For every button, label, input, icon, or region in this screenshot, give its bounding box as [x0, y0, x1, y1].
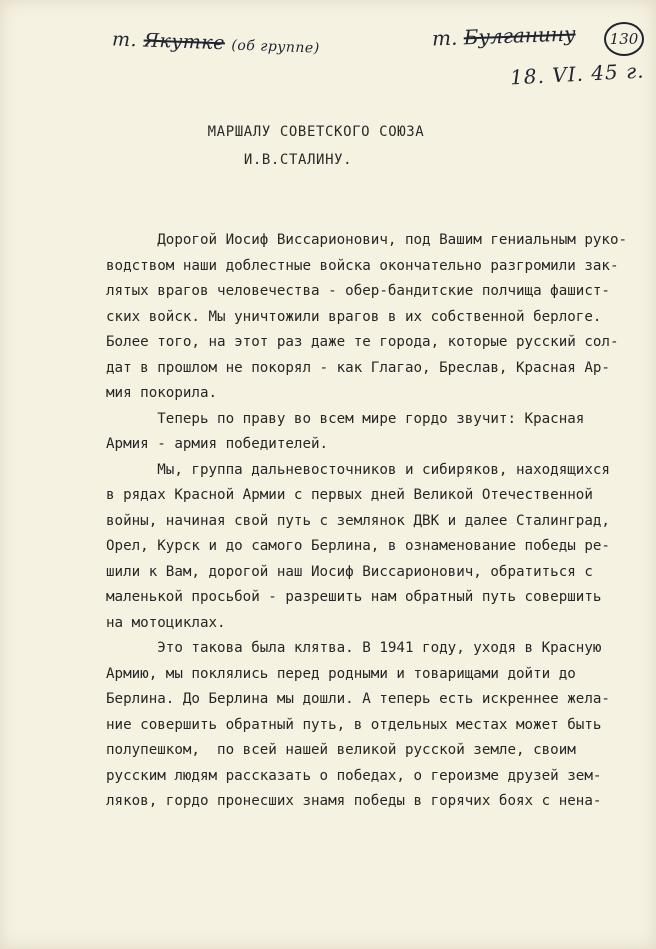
body-line: на мотоциклах. — [106, 614, 226, 631]
body-line: маленькой просьбой - разрешить нам обратный путь совершить — [106, 589, 602, 605]
body-line: дат в прошлом не покорял - как Глагао, Бреслав, Красная Ар- — [106, 359, 610, 376]
note-right-prefix: т. — [431, 25, 458, 51]
body-line: войны, начиная свой путь с землянок ДВК и далее Сталинград, — [106, 512, 610, 529]
note-left-remark: (об группе) — [231, 37, 320, 57]
body-line: Это такова была клятва. В 1941 году, уходя в Красную — [106, 640, 602, 656]
body-line: Более того, на этот раз даже те города, которые русский сол- — [106, 334, 619, 350]
body-line: лятых врагов человечества - обер-бандитские полчища фашист- — [106, 283, 610, 299]
body-line: ских войск. Мы уничтожили врагов в их собственной берлоге. — [106, 308, 602, 325]
handwritten-date: 18. VI. 45 г. — [509, 58, 646, 90]
handwritten-note-right — [432, 22, 576, 51]
body-line: Дорогой Иосиф Виссарионович, под Вашим гениальным руко- — [106, 232, 628, 248]
note-right-name: Булганину — [463, 21, 576, 50]
page-number-circle: 130 — [604, 22, 644, 56]
body-line: водством наши доблестные войска окончательно разгромили зак- — [106, 257, 619, 274]
body-line: Берлина. До Берлина мы дошли. А теперь есть искреннее жела- — [106, 691, 610, 707]
body-line: мия покорила. — [106, 385, 218, 401]
letter-body — [106, 228, 646, 815]
body-line: Армию, мы поклялись перед родными и товарищами дойти до — [106, 665, 576, 682]
addressee-line-2: И.В.СТАЛИНУ. — [243, 152, 353, 168]
body-line: русским людям рассказать о победах, о героизме друзей зем- — [106, 767, 602, 784]
body-line: Армия - армия победителей. — [106, 436, 329, 452]
note-left-prefix: т. — [111, 28, 138, 52]
handwritten-note-left — [112, 28, 320, 57]
addressee-line-1: МАРШАЛУ СОВЕТСКОГО СОЮЗА — [207, 124, 425, 140]
body-line: Орел, Курск и до самого Берлина, в ознаменование победы ре- — [106, 538, 610, 554]
body-line: шили к Вам, дорогой наш Иосиф Виссарионович, обратиться с — [106, 563, 593, 580]
body-line: Мы, группа дальневосточников и сибиряков, находящихся — [106, 461, 610, 478]
body-line: полупешком, по всей нашей великой русской земле, своим — [106, 742, 576, 758]
body-line: ляков, гордо пронесших знамя победы в горячих боях с нена- — [106, 793, 602, 809]
body-line: ние совершить обратный путь, в отдельных местах может быть — [106, 716, 602, 733]
body-line: Теперь по праву во всем мире гордо звучит: Красная — [106, 410, 585, 427]
body-line: в рядах Красной Армии с первых дней Великой Отечественной — [106, 487, 593, 503]
note-left-name: Якутке — [143, 29, 226, 55]
